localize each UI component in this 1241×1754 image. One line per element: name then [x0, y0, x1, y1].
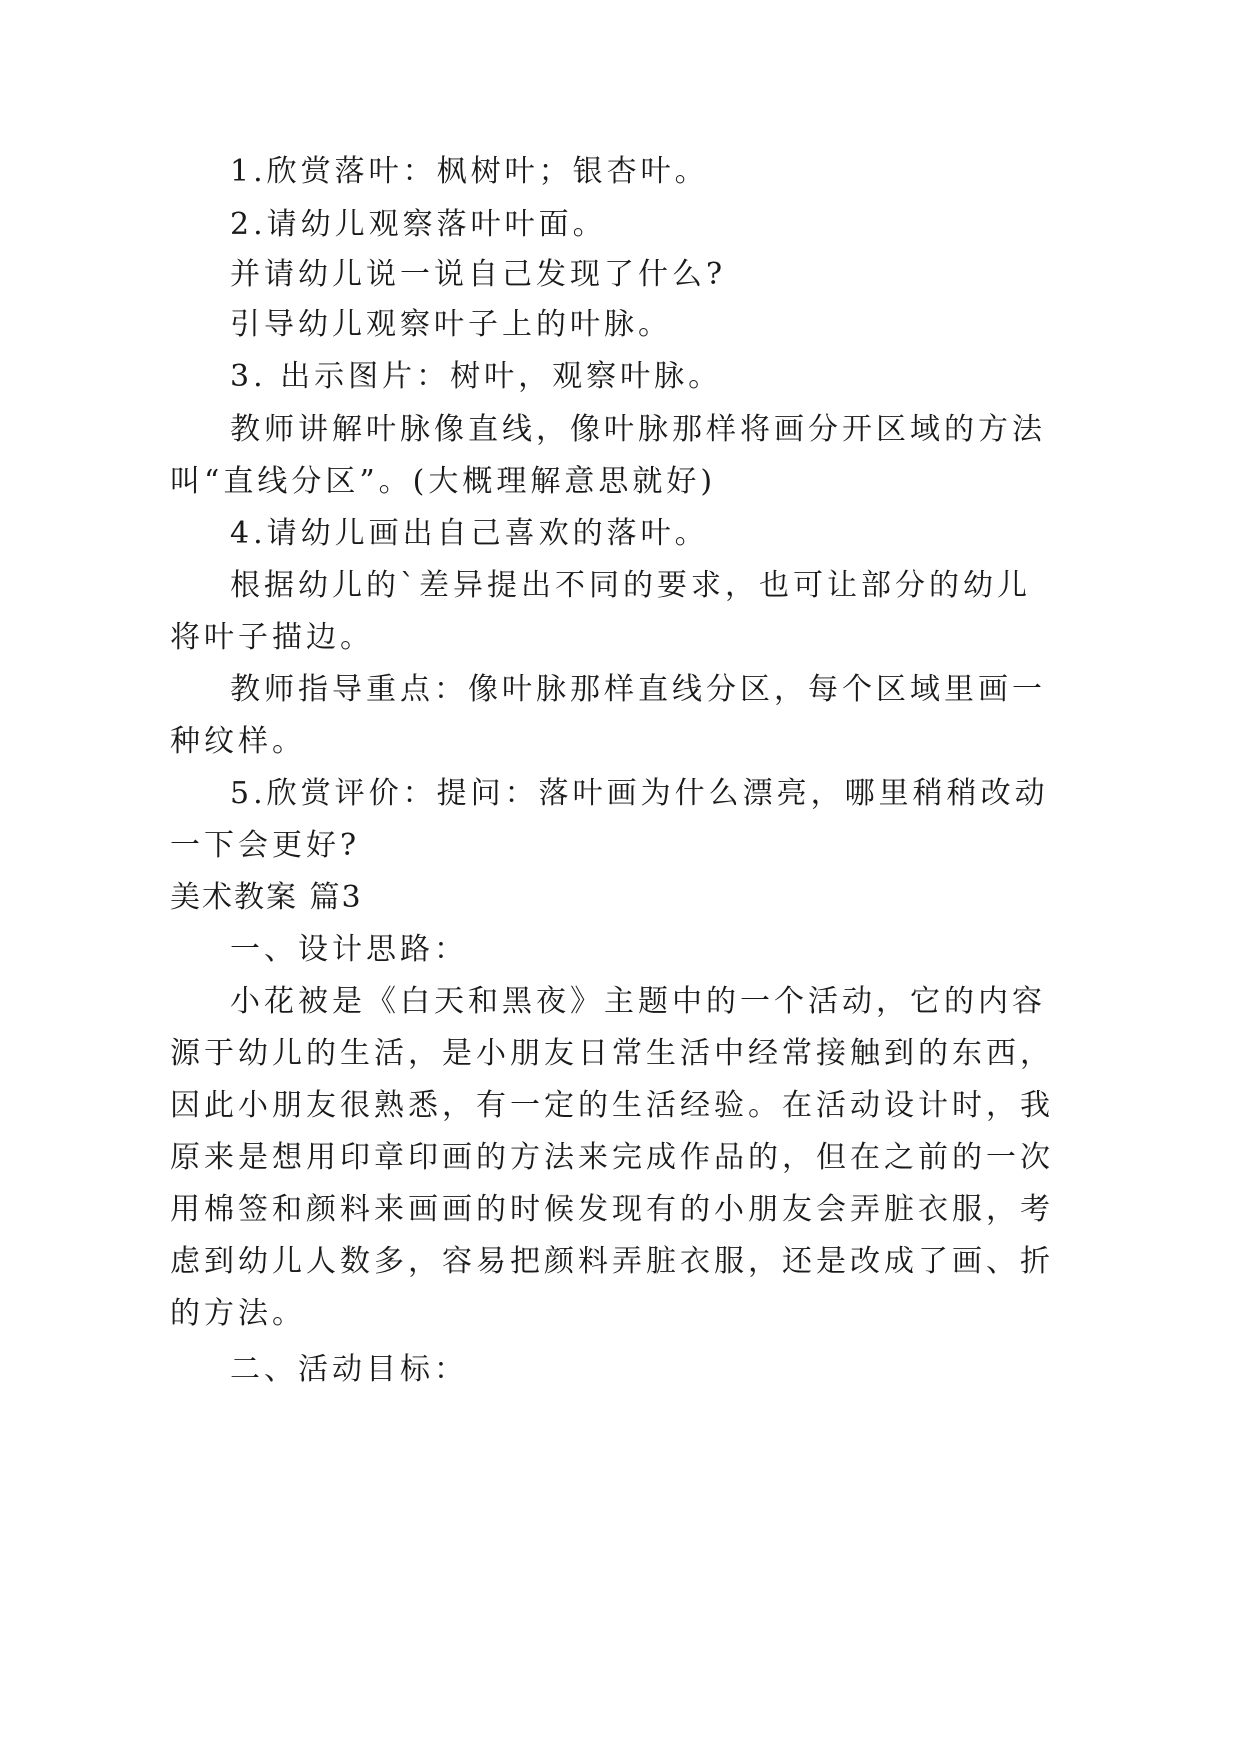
body-line-8: 4.请幼儿画出自己喜欢的落叶。: [230, 516, 709, 551]
body-line-2: 2.请幼儿观察落叶叶面。: [230, 207, 607, 242]
subheading-activity-goals: 二、活动目标：: [230, 1352, 468, 1387]
body-line-13: 5.欣赏评价：提问：落叶画为什么漂亮，哪里稍稍改动: [230, 776, 1049, 811]
body-line-18: 源于幼儿的生活，是小朋友日常生活中经常接触到的东西，: [170, 1036, 1054, 1071]
body-line-22: 虑到幼儿人数多，容易把颜料弄脏衣服，还是改成了画、折: [170, 1244, 1054, 1279]
body-line-17: 小花被是《白天和黑夜》主题中的一个活动，它的内容: [230, 984, 1046, 1019]
body-line-21: 用棉签和颜料来画画的时候发现有的小朋友会弄脏衣服，考: [170, 1192, 1054, 1227]
subheading-design-ideas: 一、设计思路：: [230, 932, 468, 967]
body-line-4: 引导幼儿观察叶子上的叶脉。: [230, 307, 672, 342]
body-line-20: 原来是想用印章印画的方法来完成作品的，但在之前的一次: [170, 1140, 1054, 1175]
body-line-9: 根据幼儿的`差异提出不同的要求，也可让部分的幼儿: [230, 568, 1031, 603]
body-line-14: 一下会更好?: [170, 828, 361, 863]
body-line-11: 教师指导重点：像叶脉那样直线分区，每个区域里画一: [230, 672, 1046, 707]
body-line-6: 教师讲解叶脉像直线，像叶脉那样将画分开区域的方法: [230, 412, 1046, 447]
body-line-5: 3. 出示图片：树叶，观察叶脉。: [230, 359, 723, 394]
body-line-19: 因此小朋友很熟悉，有一定的生活经验。在活动设计时，我: [170, 1088, 1054, 1123]
body-line-3: 并请幼儿说一说自己发现了什么?: [230, 257, 727, 292]
body-line-7: 叫“直线分区”。(大概理解意思就好): [170, 464, 717, 499]
body-line-12: 种纹样。: [170, 724, 306, 759]
section-heading: 美术教案 篇3: [170, 880, 363, 915]
body-line-10: 将叶子描边。: [170, 620, 374, 655]
body-line-1: 1.欣赏落叶：枫树叶；银杏叶。: [230, 154, 709, 189]
body-line-23: 的方法。: [170, 1296, 306, 1331]
